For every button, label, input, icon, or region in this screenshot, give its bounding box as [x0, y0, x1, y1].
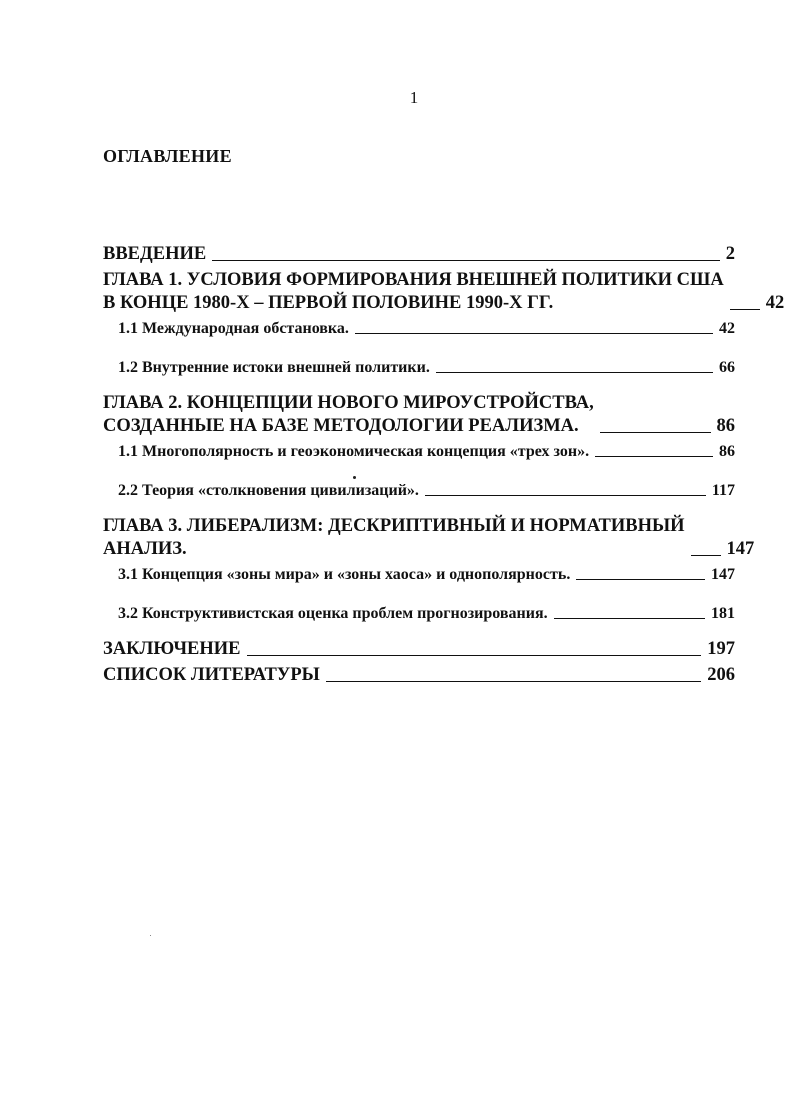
toc-entry-section-3-1[interactable] [103, 564, 735, 585]
entry-label: ЗАКЛЮЧЕНИЕ [103, 639, 241, 659]
leader-line [600, 432, 711, 433]
toc-entry-bibliography[interactable] [103, 664, 735, 687]
entry-label: 1.2 Внутренние истоки внешней политики. [118, 359, 430, 376]
entry-page: 42 [719, 320, 735, 337]
entry-page: 66 [719, 359, 735, 376]
toc-entry-introduction[interactable] [103, 243, 735, 266]
entry-label: 3.2 Конструктивистская оценка проблем прогнозирования. [118, 605, 548, 622]
entry-page: 197 [707, 639, 735, 659]
entry-page: 86 [719, 443, 735, 460]
entry-page: 147 [711, 566, 735, 583]
entry-label: 3.1 Концепция «зоны мира» и «зоны хаоса» и однополярность. [118, 566, 571, 583]
entry-label: 1.1 Многополярность и геоэкономическая концепция «трех зон». [118, 443, 590, 460]
leader-line [436, 372, 713, 373]
leader-line [691, 555, 721, 556]
entry-label: ВВЕДЕНИЕ [103, 244, 207, 264]
entry-page: 147 [726, 539, 755, 559]
leader-line [576, 579, 705, 580]
entry-page: 117 [711, 482, 735, 499]
entry-page: 206 [707, 665, 735, 685]
entry-label: СПИСОК ЛИТЕРАТУРЫ [103, 665, 320, 685]
toc-entry-section-3-2[interactable] [103, 603, 735, 624]
toc-entry-section-2-2[interactable] [103, 480, 735, 501]
toc-entry-section-2-1[interactable] [103, 441, 735, 462]
leader-line [595, 456, 713, 457]
leader-line [326, 681, 701, 682]
toc-entry-section-1-1[interactable] [103, 318, 735, 339]
leader-line [730, 309, 760, 310]
entry-label: 2.2 Теория «столкновения цивилизаций». [118, 482, 419, 499]
entry-label: ГЛАВА 1. УСЛОВИЯ ФОРМИРОВАНИЯ ВНЕШНЕЙ ПОЛИТИКИ США В КОНЦЕ 1980-Х – ПЕРВОЙ ПОЛОВИНЕ 1990-Х ГГ. [103, 270, 724, 313]
entry-label: 1.1 Международная обстановка. [118, 320, 349, 337]
entry-page: 2 [725, 244, 735, 264]
leader-line [212, 260, 720, 261]
entry-page: 42 [765, 293, 785, 313]
entry-page: 86 [716, 416, 735, 436]
toc-title: ОГЛАВЛЕНИЕ [103, 146, 232, 166]
page-number: 1 [409, 88, 419, 107]
scan-speck [150, 935, 151, 936]
leader-line [355, 333, 713, 334]
leader-line [554, 618, 705, 619]
toc-entry-chapter-2[interactable] [103, 392, 735, 438]
toc-entry-conclusion[interactable] [103, 638, 735, 661]
toc-entry-section-1-2[interactable] [103, 357, 735, 378]
leader-line [425, 495, 706, 496]
table-of-contents [103, 243, 785, 687]
toc-entry-chapter-1[interactable] [103, 269, 785, 315]
leader-line [247, 655, 702, 656]
entry-label: ГЛАВА 2. КОНЦЕПЦИИ НОВОГО МИРОУСТРОЙСТВА, СОЗДАННЫЕ НА БАЗЕ МЕТОДОЛОГИИ РЕАЛИЗМА. [103, 393, 594, 436]
entry-label: ГЛАВА 3. ЛИБЕРАЛИЗМ: ДЕСКРИПТИВНЫЙ И НОРМАТИВНЫЙ АНАЛИЗ. [103, 516, 685, 559]
toc-entry-chapter-3[interactable] [103, 515, 755, 561]
scan-dot [353, 476, 356, 479]
entry-page: 181 [711, 605, 735, 622]
